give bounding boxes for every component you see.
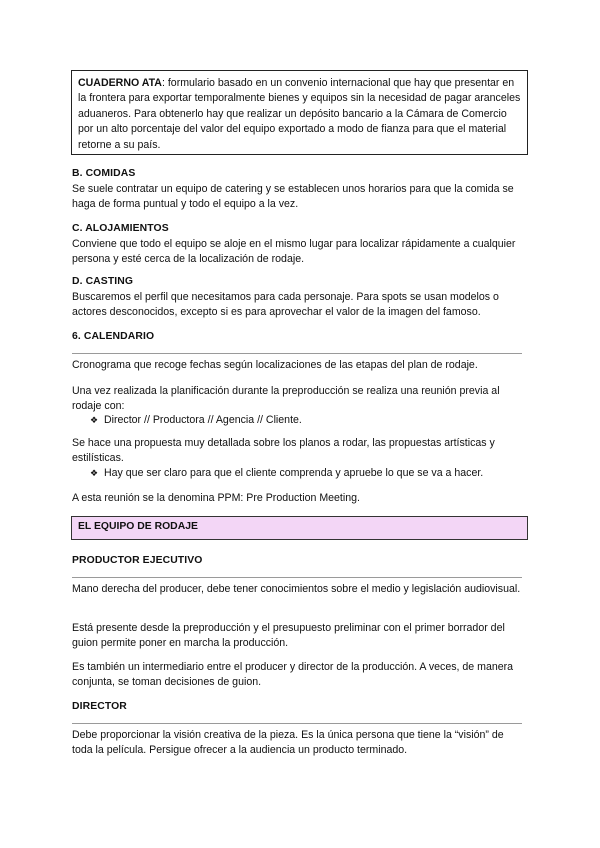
section-casting: [72, 274, 532, 321]
ata-term: CUADERNO ATA: [78, 77, 162, 89]
list-item: [90, 413, 530, 428]
calendario-paragraph: Cronograma que recoge fechas según localizaciones de las etapas del plan de rodaje.: [72, 359, 478, 371]
section-banner-equipo: EL EQUIPO DE RODAJE: [71, 516, 528, 540]
calendario-paragraph: Se hace una propuesta muy detallada sobre los planos a rodar, las propuestas artísticas y estilísticas.: [72, 437, 495, 465]
heading-productor: PRODUCTOR EJECUTIVO: [72, 555, 203, 566]
ata-definition-box: [71, 70, 528, 155]
list-item: [90, 466, 530, 481]
heading-calendario: 6. CALENDARIO: [72, 331, 155, 342]
director-paragraph: Debe proporcionar la visión creativa de la pieza. Es la única persona que tiene la “visión” de toda la película. Persigue ofrecer a la audiencia un producto terminado.: [72, 729, 504, 757]
section-divider: [72, 353, 522, 354]
calendario-paragraph: Una vez realizada la planificación durante la preproducción se realiza una reunión previa al rodaje con:: [72, 385, 500, 413]
text-casting: Buscaremos el perfil que necesitamos para cada personaje. Para spots se usan modelos o actores desconocidos, excepto si es para aprovechar el valor de la imagen del famoso.: [72, 290, 499, 318]
heading-alojamientos: C. ALOJAMIENTOS: [72, 223, 169, 234]
productor-paragraph: Mano derecha del producer, debe tener conocimientos sobre el medio y legislación audiovisual.: [72, 583, 521, 595]
diamond-bullet-icon: ❖: [90, 468, 99, 478]
text-alojamientos: Conviene que todo el equipo se aloje en el mismo lugar para localizar rápidamente a cualquier persona y esté cerca de la localización de rodaje.: [72, 237, 516, 265]
heading-casting: D. CASTING: [72, 276, 134, 287]
productor-paragraph: Es también un intermediario entre el producer y director de la producción. A veces, de manera conjunta, se toman decisiones de guion.: [72, 661, 514, 689]
heading-director: DIRECTOR: [72, 701, 127, 712]
section-alojamientos: [72, 221, 532, 268]
list-item-text: Director // Productora // Agencia // Cliente.: [104, 414, 302, 426]
calendario-paragraph: A esta reunión se la denomina PPM: Pre Production Meeting.: [72, 492, 360, 504]
list-item-text: Hay que ser claro para que el cliente comprenda y apruebe lo que se va a hacer.: [104, 467, 484, 479]
ata-text: : formulario basado en un convenio internacional que hay que presentar en la frontera para exportar temporalmente bienes y equipos sin la necesidad de pagar aranceles aduaneros. Para obtenerlo hay que realizar un depósito bancario a la Cámara de Comercio por un alto porcentaje del valor del equipo exportado a modo de fianza para que el material retorne a su país.: [78, 77, 521, 151]
section-divider: [72, 577, 522, 578]
heading-comidas: B. COMIDAS: [72, 168, 136, 179]
section-comidas: [72, 166, 532, 213]
productor-paragraph: Está presente desde la preproducción y el presupuesto preliminar con el primer borrador del guion permite poner en marcha la producción.: [72, 622, 505, 650]
section-divider: [72, 723, 522, 724]
text-comidas: Se suele contratar un equipo de catering y se establecen unos horarios para que la comida se haga de forma puntual y todo el equipo a la vez.: [72, 182, 514, 210]
diamond-bullet-icon: ❖: [90, 415, 99, 425]
